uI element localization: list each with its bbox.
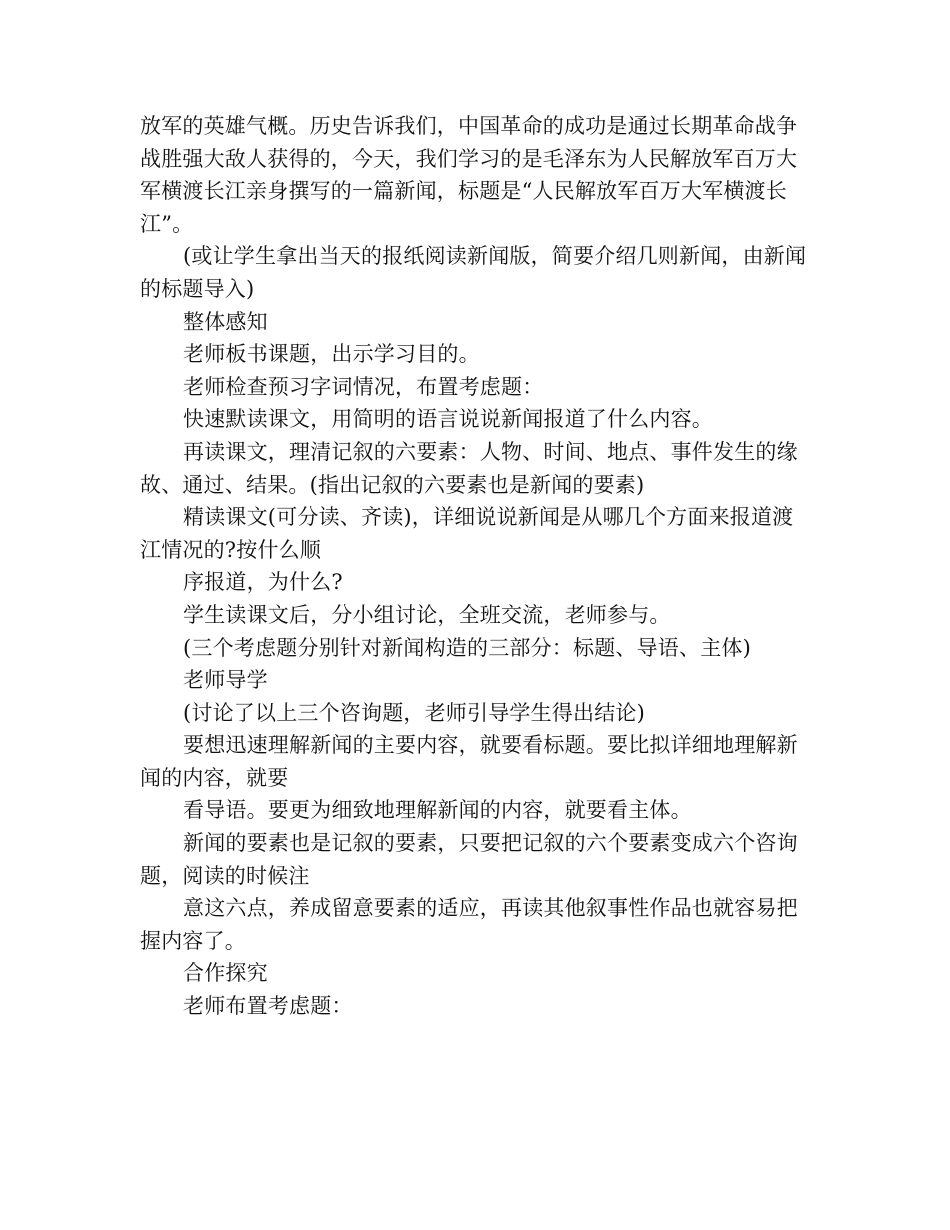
paragraph-8: 精读课文(可分读、齐读)，详细说说新闻是从哪几个方面来报道渡江情况的?按什么顺 bbox=[140, 505, 794, 562]
section-heading-teacher-guidance: 老师导学 bbox=[183, 668, 268, 693]
paragraph-10: 学生读课文后，分小组讨论，全班交流，老师参与。 bbox=[183, 602, 671, 627]
paragraph-4: 老师板书课题，出示学习目的。 bbox=[183, 342, 480, 367]
document-body bbox=[140, 110, 812, 1023]
paragraph-6: 快速默读课文，用简明的语言说说新闻报道了什么内容。 bbox=[183, 407, 713, 432]
paragraph-5: 老师检查预习字词情况，布置考虑题： bbox=[183, 374, 544, 399]
paragraph-9: 序报道，为什么? bbox=[183, 570, 343, 595]
paragraph-19: 老师布置考虑题： bbox=[183, 994, 353, 1019]
paragraph-15: 看导语。要更为细致地理解新闻的内容，就要看主体。 bbox=[183, 798, 692, 823]
paragraph-2: (或让学生拿出当天的报纸阅读新闻版，简要介绍几则新闻，由新闻的标题导入) bbox=[140, 244, 807, 301]
paragraph-16: 新闻的要素也是记叙的要素，只要把记叙的六个要素变成六个咨询题，阅读的时候注 bbox=[140, 831, 798, 888]
section-heading-overall-perception: 整体感知 bbox=[183, 309, 268, 334]
paragraph-7: 再读课文，理清记叙的六要素：人物、时间、地点、事件发生的缘故、通过、结果。(指出记叙的六要素也是新闻的要素) bbox=[140, 439, 798, 497]
paragraph-13: (讨论了以上三个咨询题，老师引导学生得出结论) bbox=[183, 700, 645, 725]
section-heading-cooperative-inquiry: 合作探究 bbox=[183, 961, 268, 986]
paragraph-1: 放军的英雄气概。历史告诉我们，中国革命的成功是通过长期革命战争战胜强大敌人获得的，今天，我们学习的是毛泽东为人民解放军百万大军横渡长江亲身撰写的一篇新闻，标题是“人民解放军百万大军横渡长江”。 bbox=[140, 114, 798, 236]
paragraph-17: 意这六点，养成留意要素的适应，再读其他叙事性作品也就容易把握内容了。 bbox=[140, 896, 798, 953]
paragraph-11: (三个考虑题分别针对新闻构造的三部分：标题、导语、主体) bbox=[183, 635, 751, 660]
paragraph-14: 要想迅速理解新闻的主要内容，就要看标题。要比拟详细地理解新闻的内容，就要 bbox=[140, 733, 798, 790]
